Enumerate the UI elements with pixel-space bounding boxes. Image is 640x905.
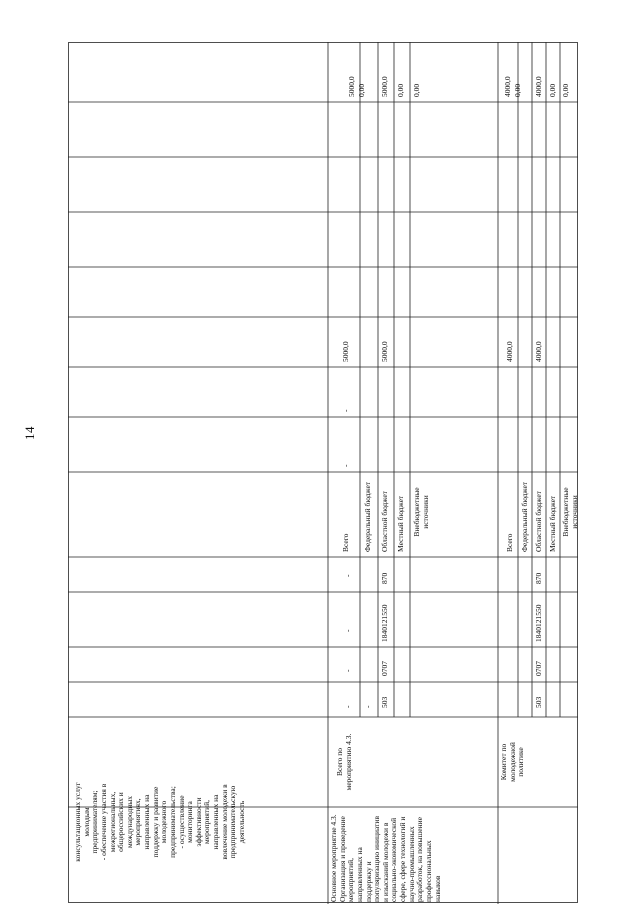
b2-total-value: 4000,0 xyxy=(505,341,514,362)
b2-zero-a: 0,00 xyxy=(513,83,522,97)
b1-source-local: Местный бюджет xyxy=(396,495,405,552)
b2-rzpr: 0707 xyxy=(534,661,543,676)
b1-zero-b: 0,00 xyxy=(396,83,405,97)
b2-grbs: 503 xyxy=(534,696,543,708)
b1-source-regional: Областной бюджет xyxy=(380,491,389,552)
b1-dash-5: - xyxy=(341,464,350,467)
b1-source-federal: Федеральный бюджет xyxy=(363,481,372,552)
executor-label: Комитет по молодежной политике xyxy=(499,742,526,782)
b1-grbs: 503 xyxy=(380,696,389,708)
b2-zero-b: 0,00 xyxy=(548,83,557,97)
b2-source-federal: Федеральный бюджет xyxy=(520,481,529,552)
b2-regional-value: 4000,0 xyxy=(534,341,543,362)
b1-dash-3: - xyxy=(343,629,352,632)
b1-zero-a: 0,00 xyxy=(357,83,366,97)
b2-zero-c: 0,00 xyxy=(561,83,570,97)
b2-sum-value: 4000,0 xyxy=(503,76,512,97)
b1-dash-4: - xyxy=(343,574,352,577)
b1-zero-c: 0,00 xyxy=(412,83,421,97)
b1-source-extra: Внебюджетные источники xyxy=(412,487,430,537)
b2-vr: 870 xyxy=(534,572,543,584)
b2-sum-regional: 4000,0 xyxy=(534,76,543,97)
b1-dash-2: - xyxy=(343,669,352,672)
b2-source-regional: Областной бюджет xyxy=(534,491,543,552)
b1-total-value: 5000,0 xyxy=(341,341,350,362)
b2-source-local: Местный бюджет xyxy=(548,495,557,552)
b1-sum-regional: 5000,0 xyxy=(380,76,389,97)
page-number: 14 xyxy=(22,426,37,440)
b1-regional-value: 5000,0 xyxy=(380,341,389,362)
b2-csr: 1840121550 xyxy=(534,604,543,642)
b1-fed-dash: - xyxy=(363,705,372,708)
b2-source-total: Всего xyxy=(505,533,514,552)
b1-rzpr: 0707 xyxy=(380,661,389,676)
b1-dash-6: - xyxy=(341,409,350,412)
b1-vr: 870 xyxy=(380,572,389,584)
b1-csr: 1840121550 xyxy=(380,604,389,642)
activity-continued-text: консультационных услуг молодым предпринимателям; - обеспечение участия в межрегиональных, общероссийских и международных мероприятиях, направленных на поддержку и развитие молодежного предпринимательства; - осуществление мониторинга эффективности мероприятий, направленных на вовлечение молодежи в предпринимательскую деятельность xyxy=(73,782,246,862)
activity-4-3-total-label: Всего по мероприятию 4.3. xyxy=(335,733,353,791)
b1-sum-value: 5000,0 xyxy=(347,76,356,97)
b1-total-dash: - xyxy=(343,705,352,708)
budget-table xyxy=(68,42,578,904)
b1-source-total: Всего xyxy=(341,533,350,552)
b2-source-extra: Внебюджетные источники xyxy=(561,487,579,537)
activity-4-3-title: Основное мероприятие 4.3. Организация и проведение мероприятий, направленных на поддержку и популяризацию инициатив и изысканий молодежи в социально-экономической сфере, сфере технологий и научно-промышленных разработок, на повышение профессиональных навыков xyxy=(329,814,442,902)
